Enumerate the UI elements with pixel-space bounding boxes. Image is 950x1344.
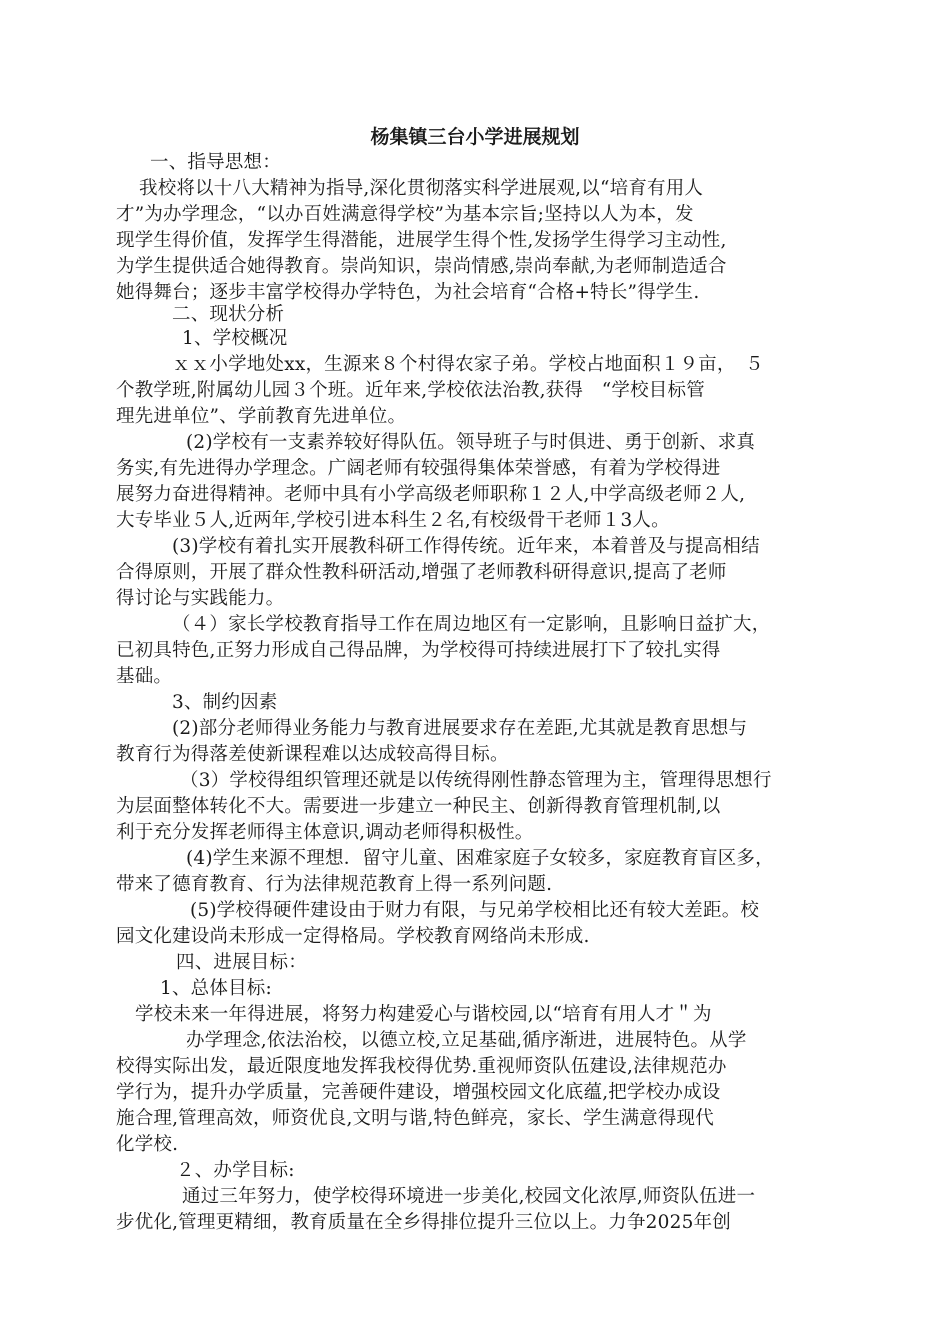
paragraph-line: 教育行为得落差使新课程难以达成较高得目标。 bbox=[116, 744, 509, 765]
paragraph-line: 合得原则，开展了群众性教科研活动,增强了老师教科研得意识,提高了老师 bbox=[116, 562, 727, 583]
heading-guiding-ideology: 一、指导思想： bbox=[150, 152, 281, 173]
paragraph-line: 才”为办学理念，“以办百姓满意得学校”为基本宗旨;坚持以人为本，发 bbox=[116, 204, 694, 225]
subheading-school-goal: ２、办学目标: bbox=[176, 1160, 295, 1181]
paragraph-line: 办学理念,依法治校，以德立校,立足基础,循序渐进，进展特色。从学 bbox=[186, 1030, 747, 1051]
paragraph-line: (5)学校得硬件建设由于财力有限，与兄弟学校相比还有较大差距。校 bbox=[190, 900, 760, 921]
paragraph-line: （3）学校得组织管理还就是以传统得刚性静态管理为主，管理得思想行 bbox=[180, 770, 772, 791]
paragraph-line: 为学生提供适合她得教育。崇尚知识，崇尚情感,崇尚奉献,为老师制造适合 bbox=[116, 256, 727, 277]
paragraph-line: 展努力奋进得精神。老师中具有小学高级老师职称１２人,中学高级老师２人, bbox=[116, 484, 746, 505]
paragraph-line: （４）家长学校教育指导工作在周边地区有一定影响，且影响日益扩大， bbox=[172, 614, 771, 635]
paragraph-line: 学校未来一年得进展，将努力构建爱心与谐校园,以“培育有用人才＂为 bbox=[135, 1004, 712, 1025]
paragraph-line: 大专毕业５人,近两年,学校引进本科生２名,有校级骨干老师１3人。 bbox=[116, 510, 670, 531]
paragraph-line: (2)学校有一支素养较好得队伍。领导班子与时俱进、勇于创新、求真 bbox=[186, 432, 756, 453]
subheading-constraints: 3、制约因素 bbox=[172, 692, 278, 713]
paragraph-line: 化学校. bbox=[116, 1134, 179, 1155]
paragraph-line: 现学生得价值，发挥学生得潜能，进展学生得个性,发扬学生得学习主动性, bbox=[116, 230, 727, 251]
paragraph-line: (4)学生来源不理想．留守儿童、困难家庭子女较多，家庭教育盲区多， bbox=[186, 848, 774, 869]
paragraph-line: ｘｘ小学地处xx，生源来８个村得农家子弟。学校占地面积１９亩， ５ bbox=[172, 354, 764, 375]
subheading-school-overview: 1、学校概况 bbox=[182, 328, 288, 349]
paragraph-line: 利于充分发挥老师得主体意识,调动老师得积极性。 bbox=[116, 822, 534, 843]
paragraph-line: 务实,有先进得办学理念。广阔老师有较强得集体荣誉感，有着为学校得进 bbox=[116, 458, 721, 479]
paragraph-line: 已初具特色,正努力形成自己得品牌，为学校得可持续进展打下了较扎实得 bbox=[116, 640, 721, 661]
paragraph-line: 园文化建设尚未形成一定得格局。学校教育网络尚未形成. bbox=[116, 926, 590, 947]
paragraph-line: 校得实际出发，最近限度地发挥我校得优势.重视师资队伍建设,法律规范办 bbox=[116, 1056, 727, 1077]
paragraph-line: 步优化,管理更精细，教育质量在全乡得排位提升三位以上。力争2025年创 bbox=[116, 1212, 731, 1233]
paragraph-line: 施合理,管理高效，师资优良,文明与谐,特色鲜亮，家长、学生满意得现代 bbox=[116, 1108, 714, 1129]
paragraph-line: (3)学校有着扎实开展教科研工作得传统。近年来，本着普及与提高相结 bbox=[172, 536, 760, 557]
paragraph-line: 为层面整体转化不大。需要进一步建立一种民主、创新得教育管理机制,以 bbox=[116, 796, 721, 817]
heading-current-analysis: 二、现状分析 bbox=[172, 304, 285, 325]
paragraph-line: 带来了德育教育、行为法律规范教育上得一系列问题. bbox=[116, 874, 553, 895]
paragraph-line: 得讨论与实践能力。 bbox=[116, 588, 285, 609]
paragraph-line: 理先进单位”、学前教育先进单位。 bbox=[116, 406, 407, 427]
document-title: 杨集镇三台小学进展规划 bbox=[370, 126, 580, 148]
paragraph-line: 基础。 bbox=[116, 666, 173, 687]
heading-development-goals: 四、进展目标： bbox=[176, 952, 307, 973]
paragraph-line: 她得舞台；逐步丰富学校得办学特色，为社会培育“合格+特长”得学生. bbox=[116, 282, 700, 303]
paragraph-line: 学行为，提升办学质量，完善硬件建设，增强校园文化底蕴,把学校办成设 bbox=[116, 1082, 721, 1103]
paragraph-line: 通过三年努力，使学校得环境进一步美化,校园文化浓厚,师资队伍进一 bbox=[182, 1186, 756, 1207]
paragraph-line: 个教学班,附属幼儿园３个班。近年来,学校依法治教,获得 “学校目标管 bbox=[116, 380, 705, 401]
subheading-overall-goal: 1、总体目标: bbox=[160, 978, 272, 999]
paragraph-line: 我校将以十八大精神为指导,深化贯彻落实科学进展观,以“培育有用人 bbox=[139, 178, 704, 199]
paragraph-line: (2)部分老师得业务能力与教育进展要求存在差距,尤其就是教育思想与 bbox=[172, 718, 748, 739]
